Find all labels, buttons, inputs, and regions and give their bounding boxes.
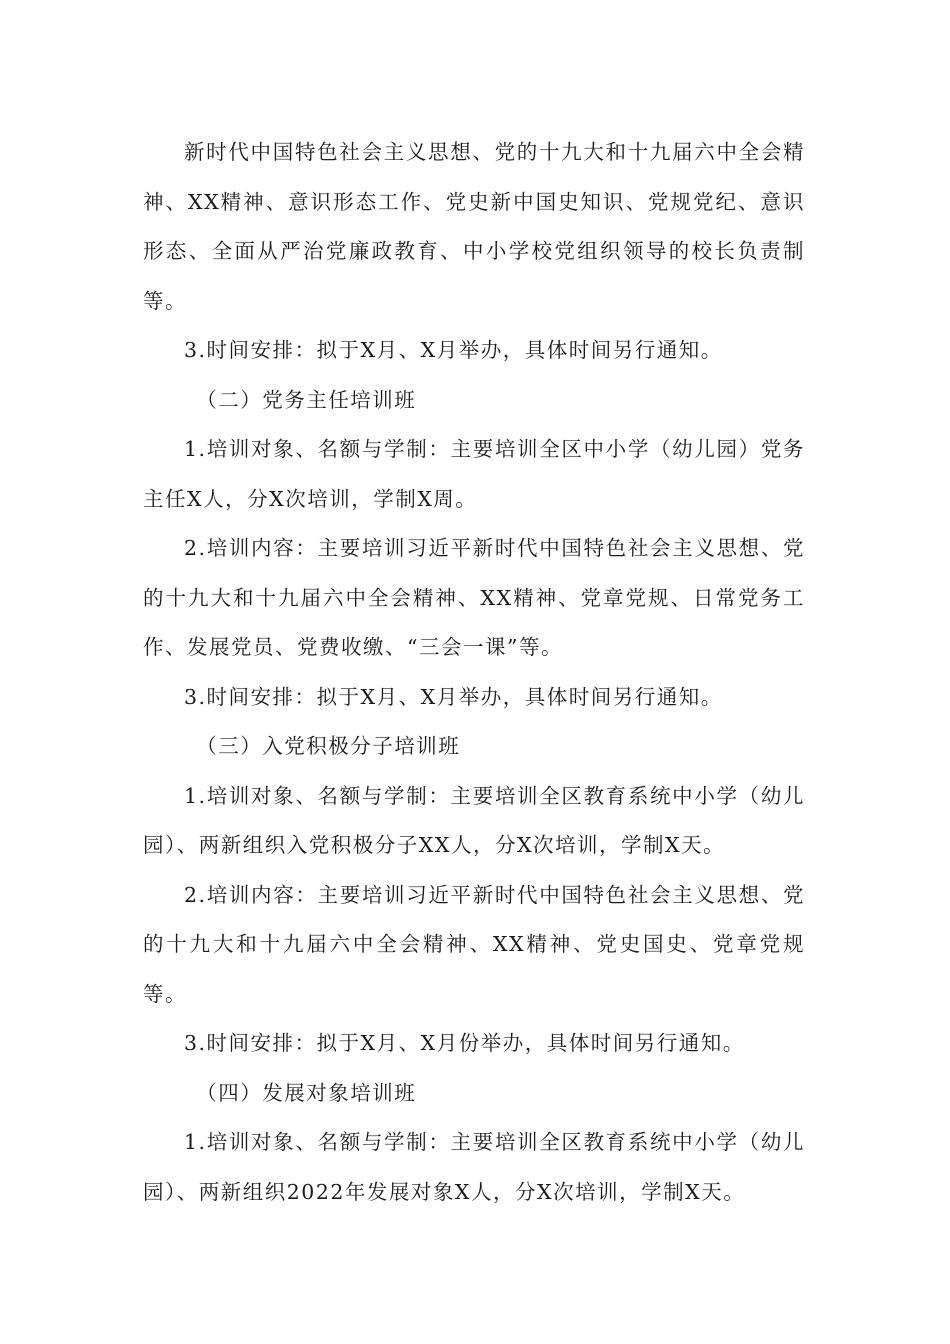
paragraph-time-arrangement: 3.时间安排：拟于X月、X月举办，具体时间另行通知。 (184, 338, 723, 362)
paragraph-guiding-content: 新时代中国特色社会主义思想、党的十九大和十九届六中全会精神、XX精神、意识形态工作、党史新中国史知识、党规党纪、意识形态、全面从严治党廉政教育、中小学校党组织领导的校长负责制等。 (143, 140, 805, 313)
section-heading-activist-class: （三）入党积极分子培训班 (196, 734, 461, 758)
paragraph-training-target: 1.培训对象、名额与学制：主要培训全区教育系统中小学（幼儿园）、两新组织入党积极分子XX人，分X次培训，学制X天。 (143, 783, 805, 857)
section-heading-party-affairs-director-class: （二）党务主任培训班 (196, 387, 417, 412)
paragraph-training-content: 2.培训内容：主要培训习近平新时代中国特色社会主义思想、党的十九大和十九届六中全会精神、XX精神、党章党规、日常党务工作、发展党员、党费收缴、“三会一课”等。 (143, 536, 805, 659)
paragraph-training-target: 1.培训对象、名额与学制：主要培训全区中小学（幼儿园）党务主任X人，分X次培训，学制X周。 (143, 437, 805, 511)
paragraph-time-arrangement: 3.时间安排：拟于X月、X月份举办，具体时间另行通知。 (184, 1031, 745, 1055)
section-heading-development-target-class: （四）发展对象培训班 (196, 1080, 417, 1105)
paragraph-time-arrangement: 3.时间安排：拟于X月、X月举办，具体时间另行通知。 (184, 684, 723, 709)
document-body (143, 128, 805, 1217)
paragraph-training-content: 2.培训内容：主要培训习近平新时代中国特色社会主义思想、党的十九大和十九届六中全会精神、XX精神、党史国史、党章党规等。 (143, 882, 805, 1006)
paragraph-training-target: 1.培训对象、名额与学制：主要培训全区教育系统中小学（幼儿园）、两新组织2022年发展对象X人，分X次培训，学制X天。 (143, 1130, 805, 1204)
